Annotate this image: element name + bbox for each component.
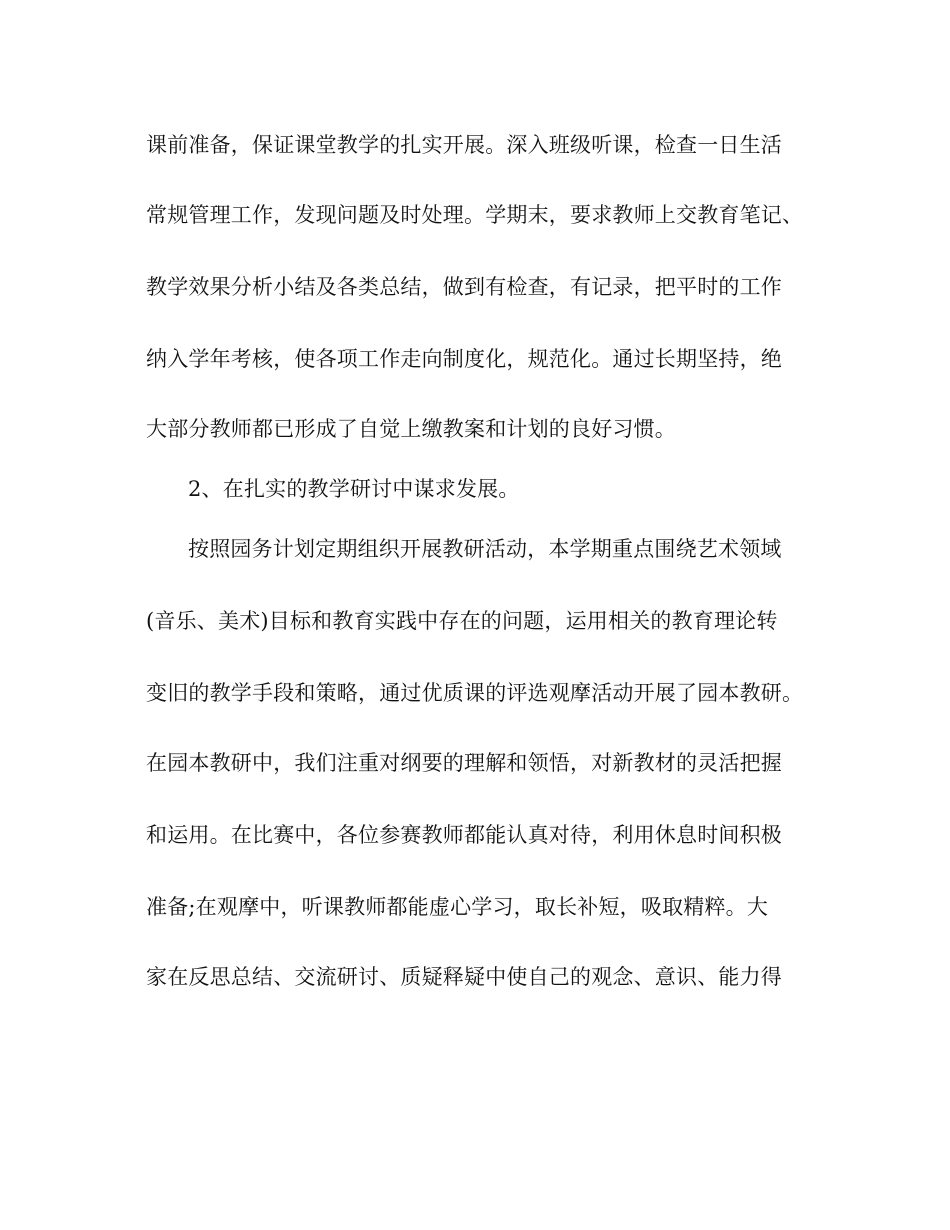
paragraph-line: 家在反思总结、交流研讨、质疑释疑中使自己的观念、意识、能力得	[146, 965, 782, 989]
paragraph-line: 课前准备，保证课堂教学的扎实开展。深入班级听课，检查一日生活	[146, 133, 782, 157]
paragraph-line: 在园本教研中，我们注重对纲要的理解和领悟，对新教材的灵活把握	[146, 751, 782, 775]
paragraph-line: 和运用。在比赛中，各位参赛教师都能认真对待，利用休息时间积极	[146, 823, 782, 847]
paragraph-line: 按照园务计划定期组织开展教研活动，本学期重点围绕艺术领域	[188, 537, 782, 561]
section-heading: 2、在扎实的教学研讨中谋求发展。	[188, 477, 520, 501]
paragraph-line: (音乐、美术)目标和教育实践中存在的问题，运用相关的教育理论转	[146, 609, 778, 633]
paragraph-line: 准备;在观摩中，听课教师都能虚心学习，取长补短，吸取精粹。大	[146, 895, 769, 919]
paragraph-line: 常规管理工作，发现问题及时处理。学期末，要求教师上交教育笔记、	[146, 203, 804, 227]
paragraph-line: 教学效果分析小结及各类总结，做到有检查，有记录，把平时的工作	[146, 275, 782, 299]
paragraph-line: 纳入学年考核，使各项工作走向制度化，规范化。通过长期坚持，绝	[146, 347, 782, 371]
paragraph-line: 大部分教师都已形成了自觉上缴教案和计划的良好习惯。	[146, 417, 676, 441]
paragraph-line: 变旧的教学手段和策略，通过优质课的评选观摩活动开展了园本教研。	[146, 681, 804, 705]
